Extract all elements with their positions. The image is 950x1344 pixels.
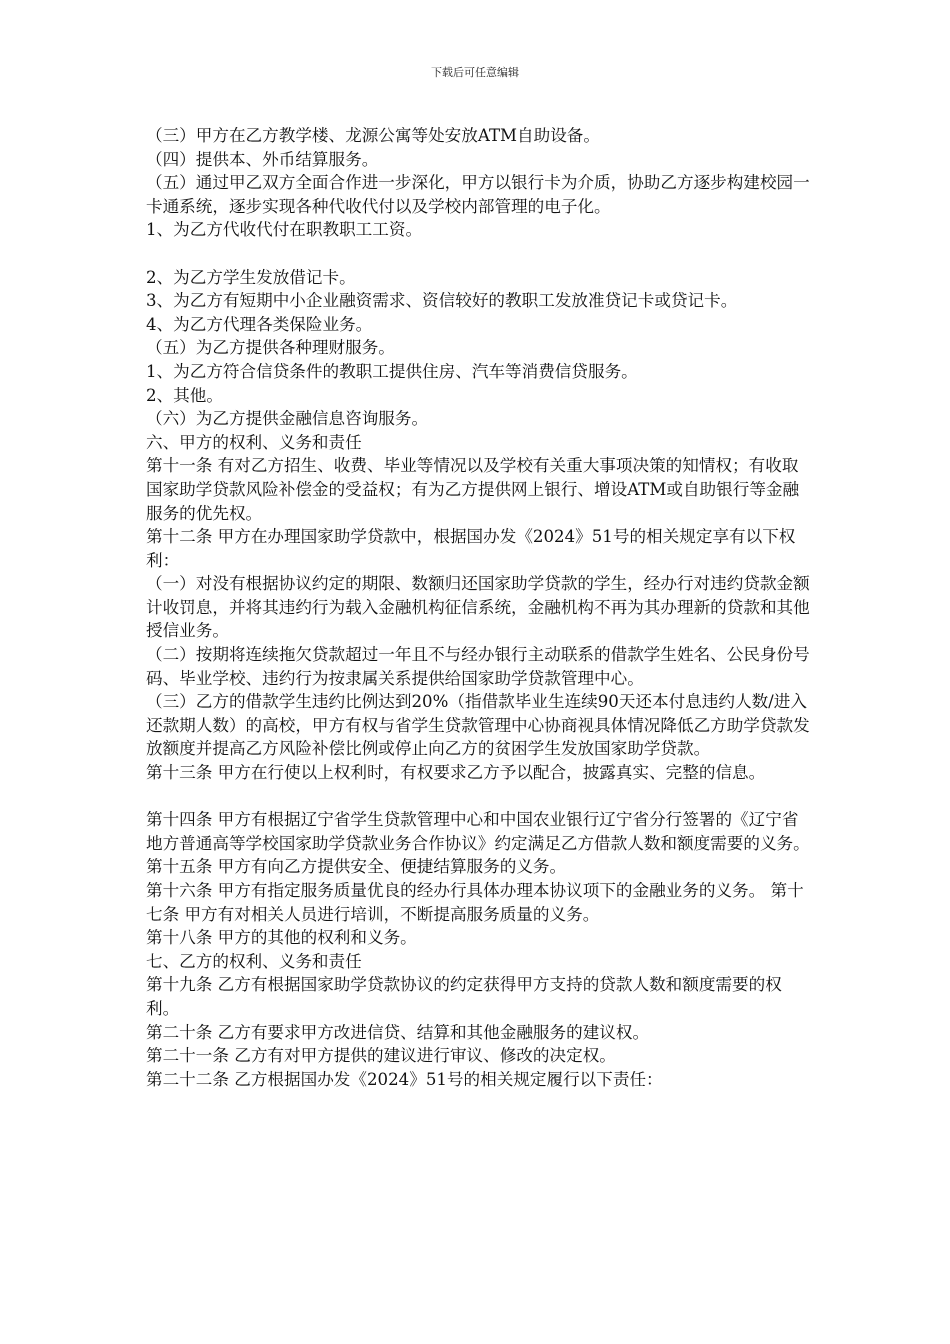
- paragraph: 第十六条 甲方有指定服务质量优良的经办行具体办理本协议项下的金融业务的义务。 第十七条 甲方有对相关人员进行培训，不断提高服务质量的义务。: [146, 881, 804, 924]
- paragraph: 第二十二条 乙方根据国办发《2024》51号的相关规定履行以下责任：: [146, 1069, 663, 1089]
- paragraph: 1、为乙方符合信贷条件的教职工提供住房、汽车等消费信贷服务。: [146, 361, 638, 381]
- paragraph: 第十四条 甲方有根据辽宁省学生贷款管理中心和中国农业银行辽宁省分行签署的《辽宁省地方普通高等学校国家助学贷款业务合作协议》约定满足乙方借款人数和额度需要的义务。 第十五条 甲方有向乙方提供安全、便捷结算服务的义务。: [146, 810, 810, 877]
- document-body: [146, 124, 814, 1091]
- paragraph: 第十九条 乙方有根据国家助学贷款协议的约定获得甲方支持的贷款人数和额度需要的权利。: [146, 975, 782, 1018]
- paragraph: （四）提供本、外币结算服务。: [146, 149, 379, 169]
- paragraph: 4、为乙方代理各类保险业务。: [146, 314, 373, 334]
- paragraph: 六、甲方的权利、义务和责任: [146, 432, 362, 452]
- paragraph: 第十二条 甲方在办理国家助学贷款中，根据国办发《2024》51号的相关规定享有以下权利：: [146, 527, 796, 570]
- paragraph: （六）为乙方提供金融信息咨询服务。: [146, 409, 429, 429]
- paragraph: 第十一条 有对乙方招生、收费、毕业等情况以及学校有关重大事项决策的知情权；有收取国家助学贷款风险补偿金的受益权；有为乙方提供网上银行、增设ATM或自助银行等金融服务的优先权。: [146, 456, 800, 523]
- paragraph: （五）通过甲乙双方全面合作进一步深化，甲方以银行卡为介质，协助乙方逐步构建校园一卡通系统，逐步实现各种代收代付以及学校内部管理的电子化。: [146, 173, 810, 216]
- paragraph: （三）乙方的借款学生违约比例达到20%（指借款毕业生连续90天还本付息违约人数/进入还款期人数）的高校，甲方有权与省学生贷款管理中心协商视具体情况降低乙方助学贷款发放额度并提高乙方风险补偿比例或停止向乙方的贫困学生发放国家助学贷款。: [146, 692, 810, 759]
- paragraph: （一）对没有根据协议约定的期限、数额归还国家助学贷款的学生，经办行对违约贷款金额计收罚息，并将其违约行为载入金融机构征信系统，金融机构不再为其办理新的贷款和其他授信业务。: [146, 574, 810, 641]
- paragraph: 1、为乙方代收代付在职教职工工资。: [146, 220, 423, 240]
- paragraph: 第十八条 甲方的其他的权利和义务。: [146, 928, 417, 948]
- paragraph: 第二十一条 乙方有对甲方提供的建议进行审议、修改的决定权。: [146, 1046, 616, 1066]
- paragraph: （三）甲方在乙方教学楼、龙源公寓等处安放ATM自助设备。: [146, 126, 600, 145]
- paragraph: （二）按期将连续拖欠贷款超过一年且不与经办银行主动联系的借款学生姓名、公民身份号码、毕业学校、违约行为按隶属关系提供给国家助学贷款管理中心。: [146, 645, 810, 688]
- paragraph: 七、乙方的权利、义务和责任: [146, 951, 362, 971]
- paragraph: 3、为乙方有短期中小企业融资需求、资信较好的教职工发放准贷记卡或贷记卡。: [146, 291, 738, 311]
- paragraph: （五）为乙方提供各种理财服务。: [146, 338, 395, 358]
- paragraph: 2、为乙方学生发放借记卡。: [146, 267, 356, 287]
- blank-line: [146, 785, 814, 809]
- paragraph: 第二十条 乙方有要求甲方改进信贷、结算和其他金融服务的建议权。: [146, 1022, 650, 1042]
- page-header: 下载后可任意编辑: [431, 66, 519, 79]
- blank-line: [146, 242, 814, 266]
- paragraph: 第十三条 甲方在行使以上权利时，有权要求乙方予以配合，披露真实、完整的信息。: [146, 763, 766, 783]
- paragraph: 2、其他。: [146, 385, 223, 405]
